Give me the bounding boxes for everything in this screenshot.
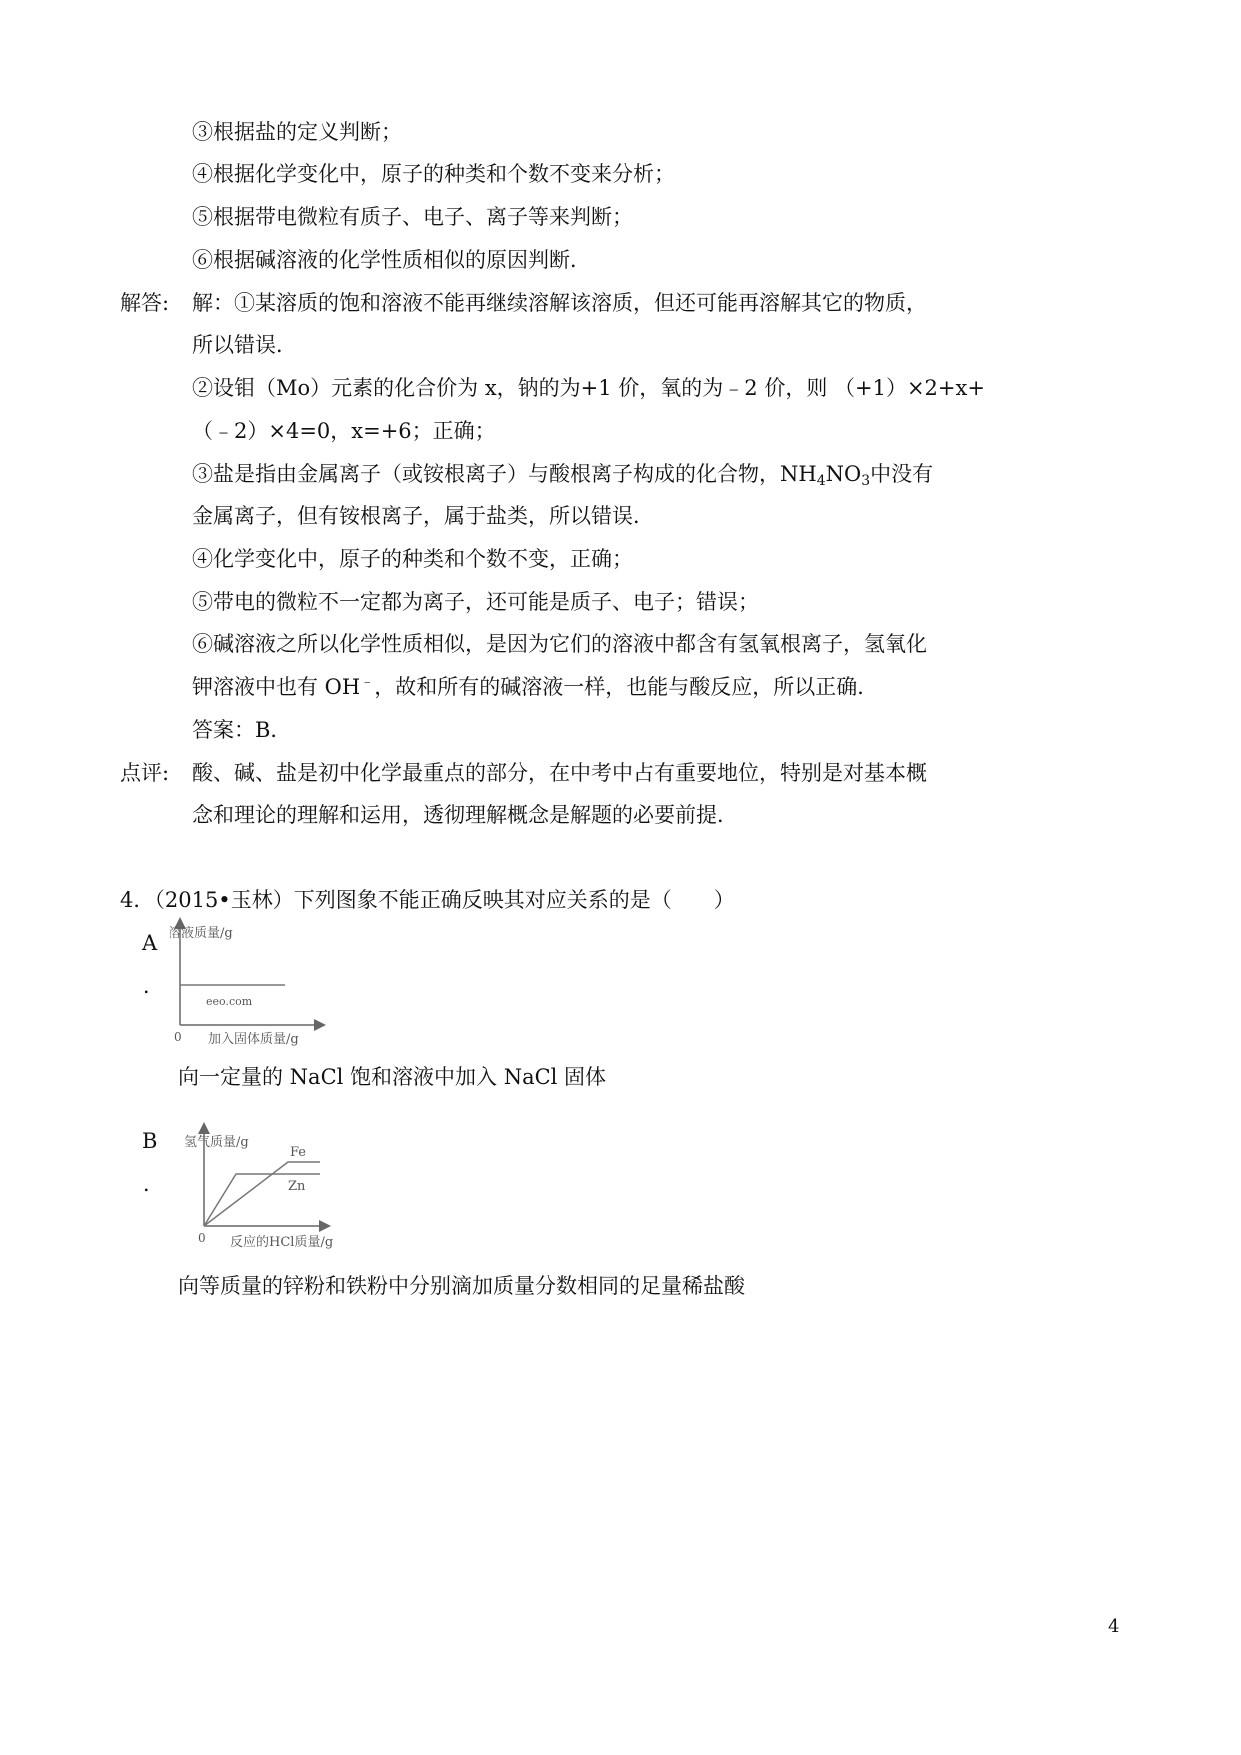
comment-line: 酸、碱、盐是初中化学最重点的部分，在中考中占有重要地位，特别是对基本概 [192,761,927,785]
formula-no: NO [825,462,862,486]
x-axis-label: 加入固体质量/g [208,1032,299,1047]
y-axis-label-text: 溶液质量/g [170,926,233,941]
solution-line: 金属离子，但有铵根离子，属于盐类，所以错误． [192,504,654,528]
solution-line: 所以错误． [192,333,297,357]
series-label-zn: Zn [288,1179,306,1194]
solution-line: ④化学变化中，原子的种类和个数不变，正确； [192,547,633,571]
y-axis-label: 氢气质量/g [184,1135,249,1150]
comment-label: 点评: [120,761,170,785]
answer-line: 答案：B． [192,718,292,742]
solution-label: 解答: [120,291,170,315]
solution-salt-line [192,460,933,488]
comment-line: 念和理论的理解和运用，透彻理解概念是解题的必要前提． [192,803,738,827]
option-b-graph [170,1118,370,1250]
origin-label: 0 [198,1231,206,1245]
solution-oh-line [192,673,878,701]
analysis-point-4: ④根据化学变化中，原子的种类和个数不变来分析； [192,162,675,186]
option-a-letter: A [142,931,158,955]
x-axis-label: 反应的HCl质量/g [230,1235,334,1250]
watermark: eeo.com [206,995,253,1008]
analysis-point-3: ③根据盐的定义判断； [192,120,402,144]
series-label-fe: Fe [290,1145,307,1160]
option-b-caption: 向等质量的锌粉和铁粉中分别滴加质量分数相同的足量稀盐酸 [178,1274,745,1298]
salt-line-prefix: ③盐是指由金属离子（或铵根离子）与酸根离子构成的化合物， [192,462,780,486]
solution-line: ②设钼（Mo）元素的化合价为 x，钠的为+1 价，氧的为﹣2 价，则 （+1）×2+x+ [192,376,985,400]
oh-line-suffix: ，故和所有的碱溶液一样，也能与酸反应，所以正确． [374,675,879,699]
oh-charge: ﹣ [360,674,375,690]
analysis-point-5: ⑤根据带电微粒有质子、电子、离子等来判断； [192,205,633,229]
y-axis-label [170,925,233,941]
option-a-caption: 向一定量的 NaCl 饱和溶液中加入 NaCl 固体 [178,1065,607,1089]
series-line-fe [204,1162,320,1226]
origin-label: 0 [174,1030,182,1044]
option-a-graph [170,915,370,1047]
page-number: 4 [1108,1616,1120,1637]
solution-line: ⑤带电的微粒不一定都为离子，还可能是质子、电子；错误； [192,590,759,614]
solution-line: （﹣2）×4=0，x=+6；正确； [192,419,496,443]
option-a-dot: ． [143,974,164,998]
solution-line: 解：①某溶质的饱和溶液不能再继续溶解该溶质，但还可能再溶解其它的物质， [192,291,927,315]
analysis-point-6: ⑥根据碱溶液的化学性质相似的原因判断． [192,248,591,272]
option-b-dot: ． [143,1172,164,1196]
formula-sub-4: 4 [816,473,826,489]
formula-sub-3: 3 [861,473,871,489]
salt-line-suffix: 中没有 [870,462,934,486]
oh-line-prefix: 钾溶液中也有 OH [192,675,361,699]
option-b-letter: B [142,1129,158,1153]
formula-nh: NH [780,462,817,486]
solution-line: ⑥碱溶液之所以化学性质相似，是因为它们的溶液中都含有氢氧根离子，氢氧化 [192,632,927,656]
question-stem: 4．（2015•玉林）下列图象不能正确反映其对应关系的是（ ） [120,888,735,912]
